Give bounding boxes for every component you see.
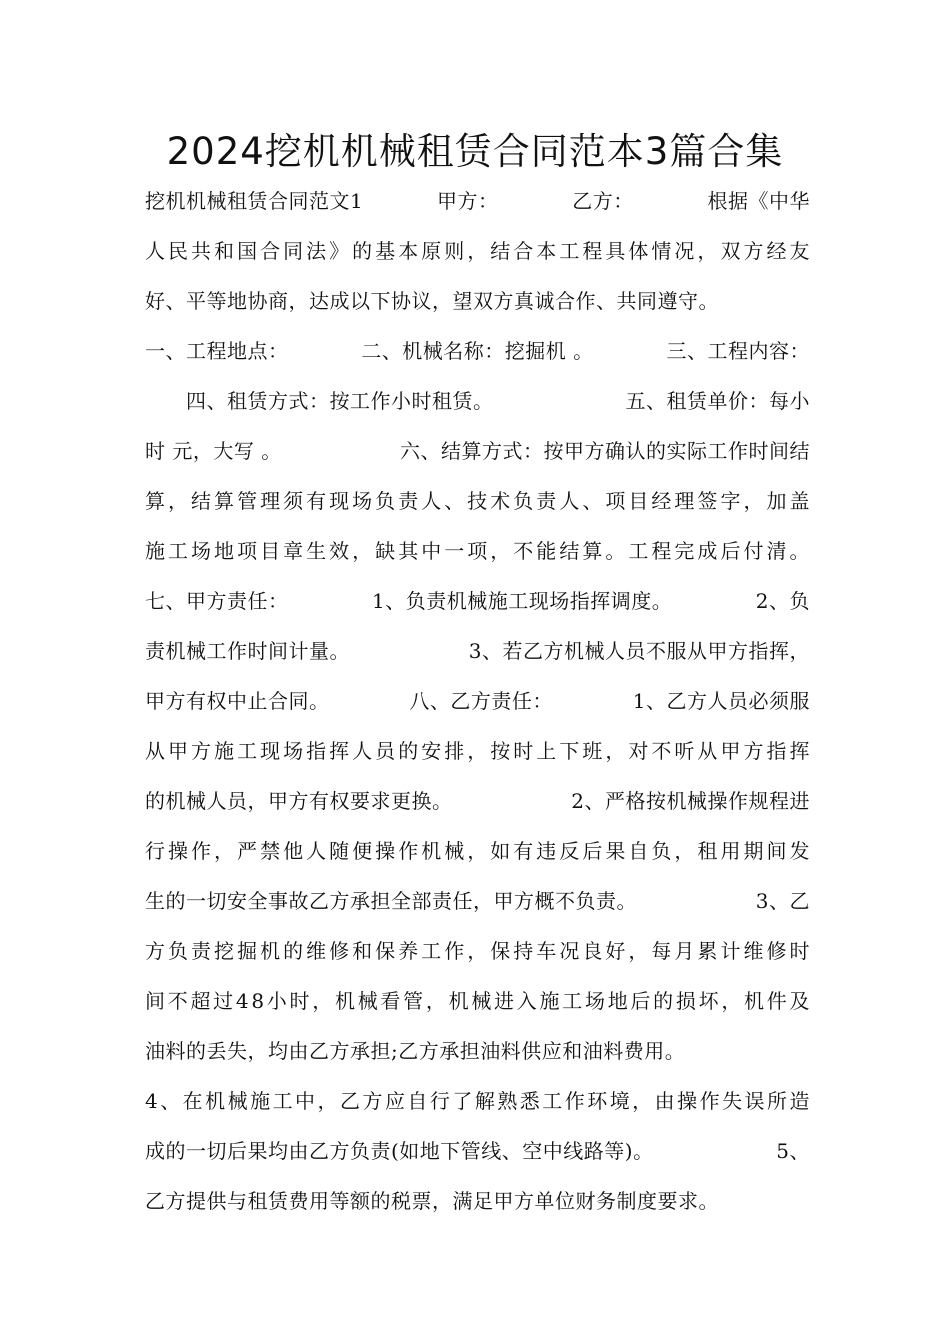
text-line [145,676,810,726]
text-segment: 方负责挖掘机的维修和保养工作，保持车况良好，每月累计维修时 [145,939,813,963]
text-line [145,826,813,876]
text-segment: 算，结算管理须有现场负责人、技术负责人、项目经理签字，加盖 [145,489,813,513]
text-line [145,876,810,926]
text-segment: 油料的丢失，均由乙方承担;乙方承担油料供应和油料费用。 [145,1039,686,1063]
text-line [145,276,810,326]
text-segment: 3、乙 [755,889,810,913]
text-segment: 责机械工作时间计量。 [145,639,350,663]
text-segment: 二、机械名称：挖掘机 。 [361,339,594,363]
text-line [145,476,813,526]
document-title: 2024挖机机械租赁合同范本3篇合集 [166,130,784,173]
text-line [145,1176,810,1226]
text-line [145,976,813,1026]
text-segment: 乙方提供与租赁费用等额的税票，满足甲方单位财务制度要求。 [145,1189,719,1213]
text-segment: 六、结算方式：按甲方确认的实际工作时间结 [400,439,810,463]
text-segment: 三、工程内容： [666,339,810,363]
text-line [145,1076,810,1126]
text-segment: 七、甲方责任： [145,589,289,613]
text-segment: 甲方： [436,189,499,213]
text-line [145,1026,810,1076]
text-segment: 行操作，严禁他人随便操作机械，如有违反后果自负，租用期间发 [145,839,813,863]
text-segment: 时 元，大写 。 [145,439,282,463]
text-segment: 成的一切后果均由乙方负责(如地下管线、空中线路等)。 [145,1139,654,1163]
text-line [145,926,813,976]
text-segment: 挖机机械租赁合同范文1 [145,189,364,213]
text-line [145,226,813,276]
text-segment: 1、负责机械施工现场指挥调度。 [372,589,673,613]
text-line [145,426,810,476]
text-segment: 一、工程地点： [145,339,289,363]
text-segment: 的机械人员，甲方有权要求更换。 [145,789,453,813]
text-line [145,576,810,626]
text-segment: 八、乙方责任： [409,689,553,713]
text-segment: 根据《中华 [707,189,810,213]
text-segment: 2、严格按机械操作规程进 [571,789,810,813]
text-segment: 人民共和国合同法》的基本原则，结合本工程具体情况，双方经友 [145,239,813,263]
text-segment: 乙方： [572,189,634,213]
text-segment: 生的一切安全事故乙方承担全部责任，甲方概不负责。 [145,889,637,913]
text-segment: 3、若乙方机械人员不服从甲方指挥， [468,639,810,663]
text-line [145,1126,810,1176]
text-line [145,326,810,376]
text-segment: 五、租赁单价：每小 [625,389,810,413]
text-segment: 四、租赁方式：按工作小时租赁。 [145,389,494,413]
text-line [145,526,813,576]
text-line [145,776,810,826]
text-segment: 甲方有权中止合同。 [145,689,330,713]
text-line [145,376,810,426]
text-line [145,626,810,676]
contract-body [145,176,813,1226]
text-segment: 1、乙方人员必须服 [632,689,810,713]
text-segment: 施工场地项目章生效，缺其中一项，不能结算。工程完成后付清。 [145,539,813,563]
text-segment: 间不超过48小时，机械看管，机械进入施工场地后的损坏，机件及 [145,989,813,1013]
text-segment: 好、平等地协商，达成以下协议，望双方真诚合作、共同遵守。 [145,289,719,313]
text-segment: 2、负 [755,589,810,613]
text-segment: 从甲方施工现场指挥人员的安排，按时上下班，对不听从甲方指挥 [145,739,813,763]
text-segment: 5、 [776,1139,810,1163]
text-line [145,726,813,776]
text-line [145,176,810,226]
text-segment: 4、在机械施工中，乙方应自行了解熟悉工作环境，由操作失误所造 [145,1089,812,1113]
